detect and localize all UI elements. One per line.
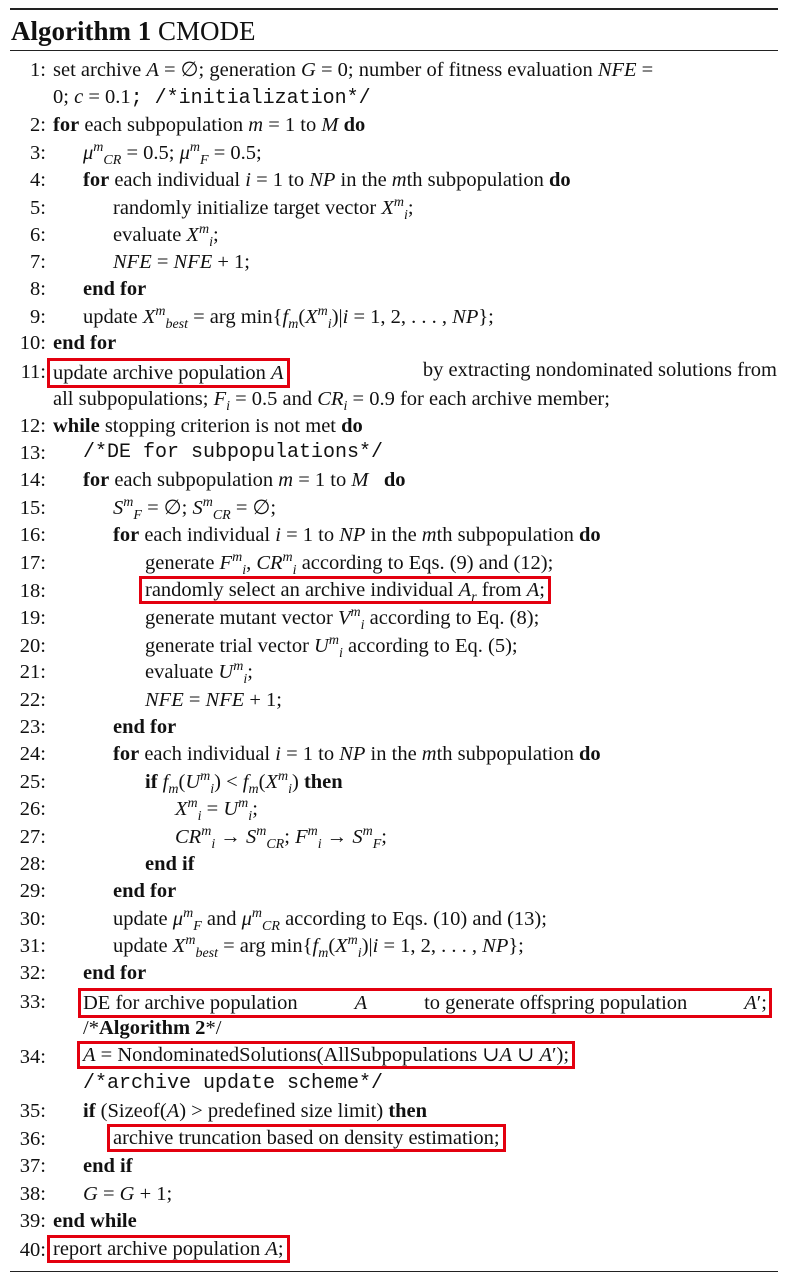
line-number: 33: (19, 991, 46, 1013)
algorithm-line: end for (113, 880, 177, 902)
algorithm-line (145, 578, 551, 606)
line-number: 25: (19, 771, 46, 793)
algorithm-line: end for (83, 278, 147, 300)
algorithm-line: end if (83, 1155, 133, 1177)
line-number: 3: (30, 142, 46, 164)
algorithm-line: for each individual i = 1 to NP in the mth subpopulation do (113, 524, 601, 546)
algorithm-line: $CR^m_i \to S^m_{CR}$; $F^m_i \to S^m_F$; (175, 824, 387, 853)
line-number: 38: (19, 1183, 46, 1205)
line-number: 10: (19, 332, 46, 354)
algorithm-line: if $f_m(U^m_i) < f_m(X^m_i)$ then (145, 769, 343, 798)
algorithm-line: update $X^m_{best}$ = arg $\min\{f_m(X^m_i)|i = 1$, 2, . . . , NP}; (113, 933, 524, 962)
line-number: 11: (20, 361, 46, 383)
algorithm-line: end for (83, 962, 147, 984)
algorithm-name: CMODE (157, 16, 256, 46)
algorithm-line (113, 1126, 506, 1150)
line-number: 17: (19, 552, 46, 574)
line-number: 5: (30, 197, 46, 219)
algorithm-line: end if (145, 853, 195, 875)
algorithm-line: generate $F^m_i$, $CR^m_i$ according to Eqs. (9) and (12); (145, 550, 554, 579)
algorithm-line: $X^m_i = U^m_i$; (175, 796, 258, 825)
line-number: 27: (19, 826, 46, 848)
line-number: 6: (30, 224, 46, 246)
algorithm-line: all subpopulations; $F_i = 0.5$ and $CR_i = 0.9$ for each archive member; (53, 388, 610, 415)
algorithm-line: for each subpopulation m = 1 to M do (53, 114, 366, 136)
header-rule (10, 50, 778, 51)
line-number: 30: (19, 908, 46, 930)
algorithm-line: for each subpopulation m = 1 to M do (83, 469, 406, 491)
line-number: 2: (30, 114, 46, 136)
line-number: 23: (19, 716, 46, 738)
algorithm-line: G = G + 1; (83, 1183, 173, 1205)
line-number: 8: (30, 278, 46, 300)
highlight-box: A = NondominatedSolutions(AllSubpopulations ∪A ∪ A′); (77, 1041, 575, 1069)
algorithm-line: $\mu^m_{CR} = 0.5$; $\mu^m_F = 0.5$; (83, 140, 262, 169)
line-number: 22: (19, 689, 46, 711)
algorithm-line: while stopping criterion is not met do (53, 415, 363, 437)
line-number: 19: (19, 607, 46, 629)
highlight-box: randomly select an archive individual $A_r$ from A; (139, 576, 551, 604)
line-number: 13: (19, 442, 46, 464)
line-number: 26: (19, 798, 46, 820)
line-number: 36: (19, 1128, 46, 1150)
line-number: 20: (19, 635, 46, 657)
algorithm-line: /*Algorithm 2*/ (83, 1017, 222, 1039)
highlight-box: update archive population A (47, 358, 290, 388)
line-number: 39: (19, 1210, 46, 1232)
line-number: 9: (30, 306, 46, 328)
algorithm-line: set archive A = ∅; generation G = 0; number of fitness evaluation NFE = (53, 59, 654, 81)
line-number: 32: (19, 962, 46, 984)
line-number: 35: (19, 1100, 46, 1122)
line-number: 28: (19, 853, 46, 875)
line-number: 12: (19, 415, 46, 437)
highlight-box: DE for archive population A to generate offspring population A′; (78, 988, 772, 1018)
algorithm-line: update $\mu^m_F$ and $\mu^m_{CR}$ according to Eqs. (10) and (13); (113, 906, 547, 935)
algorithm-line (83, 988, 772, 1018)
line-number: 1: (30, 59, 46, 81)
algorithm-line: NFE = NFE + 1; (145, 689, 283, 711)
algorithm-line (53, 1237, 290, 1261)
line-number: 21: (19, 661, 46, 683)
highlight-box: report archive population A; (47, 1235, 290, 1263)
line-number: 16: (19, 524, 46, 546)
line-number: 24: (19, 743, 46, 765)
algorithm-line: 0; c = 0.1; /*initialization*/ (53, 86, 371, 110)
line-number: 4: (30, 169, 46, 191)
line-number: 14: (19, 469, 46, 491)
line-number: 34: (19, 1046, 46, 1068)
algorithm-line: end for (113, 716, 177, 738)
line-number: 29: (19, 880, 46, 902)
algorithm-line: generate mutant vector $V^m_i$ according to Eq. (8); (145, 605, 540, 634)
algorithm-line: for each individual i = 1 to NP in the mth subpopulation do (113, 743, 601, 765)
line-number: 18: (19, 580, 46, 602)
algorithm-line (83, 1043, 575, 1067)
line-number: 7: (30, 251, 46, 273)
algorithm-line: update $X^m_{best}$ = arg $\min\{f_m(X^m_i)|i = 1$, 2, . . . , NP}; (83, 304, 494, 333)
highlight-box: archive truncation based on density estimation; (107, 1124, 506, 1152)
line-number: 40: (19, 1239, 46, 1261)
algorithm-line: $S^m_F$ = ∅; $S^m_{CR}$ = ∅; (113, 495, 277, 524)
algorithm-title (11, 14, 256, 48)
algorithm-line: update archive population A by extracting nondominated solutions from (53, 358, 777, 388)
algorithm-line: if (Sizeof(A) > predefined size limit) then (83, 1100, 428, 1122)
line-number: 15: (19, 497, 46, 519)
algorithm-line: NFE = NFE + 1; (113, 251, 251, 273)
algorithm-line: evaluate $U^m_i$; (145, 659, 253, 688)
line-number: 37: (19, 1155, 46, 1177)
line-number: 31: (19, 935, 46, 957)
algorithm-line: end for (53, 332, 117, 354)
algorithm-line: for each individual i = 1 to NP in the mth subpopulation do (83, 169, 571, 191)
algorithm-line: generate trial vector $U^m_i$ according to Eq. (5); (145, 633, 518, 662)
bottom-rule (10, 1271, 778, 1272)
algorithm-line: /*DE for subpopulations*/ (83, 441, 384, 464)
algorithm-label: Algorithm 1 (11, 16, 152, 46)
algorithm-line: /*archive update scheme*/ (83, 1072, 384, 1095)
top-rule (10, 8, 778, 10)
algorithm-line: randomly initialize target vector $X^m_i$; (113, 195, 414, 224)
algorithm-line: end while (53, 1210, 137, 1232)
algorithm-line: evaluate $X^m_i$; (113, 222, 219, 251)
